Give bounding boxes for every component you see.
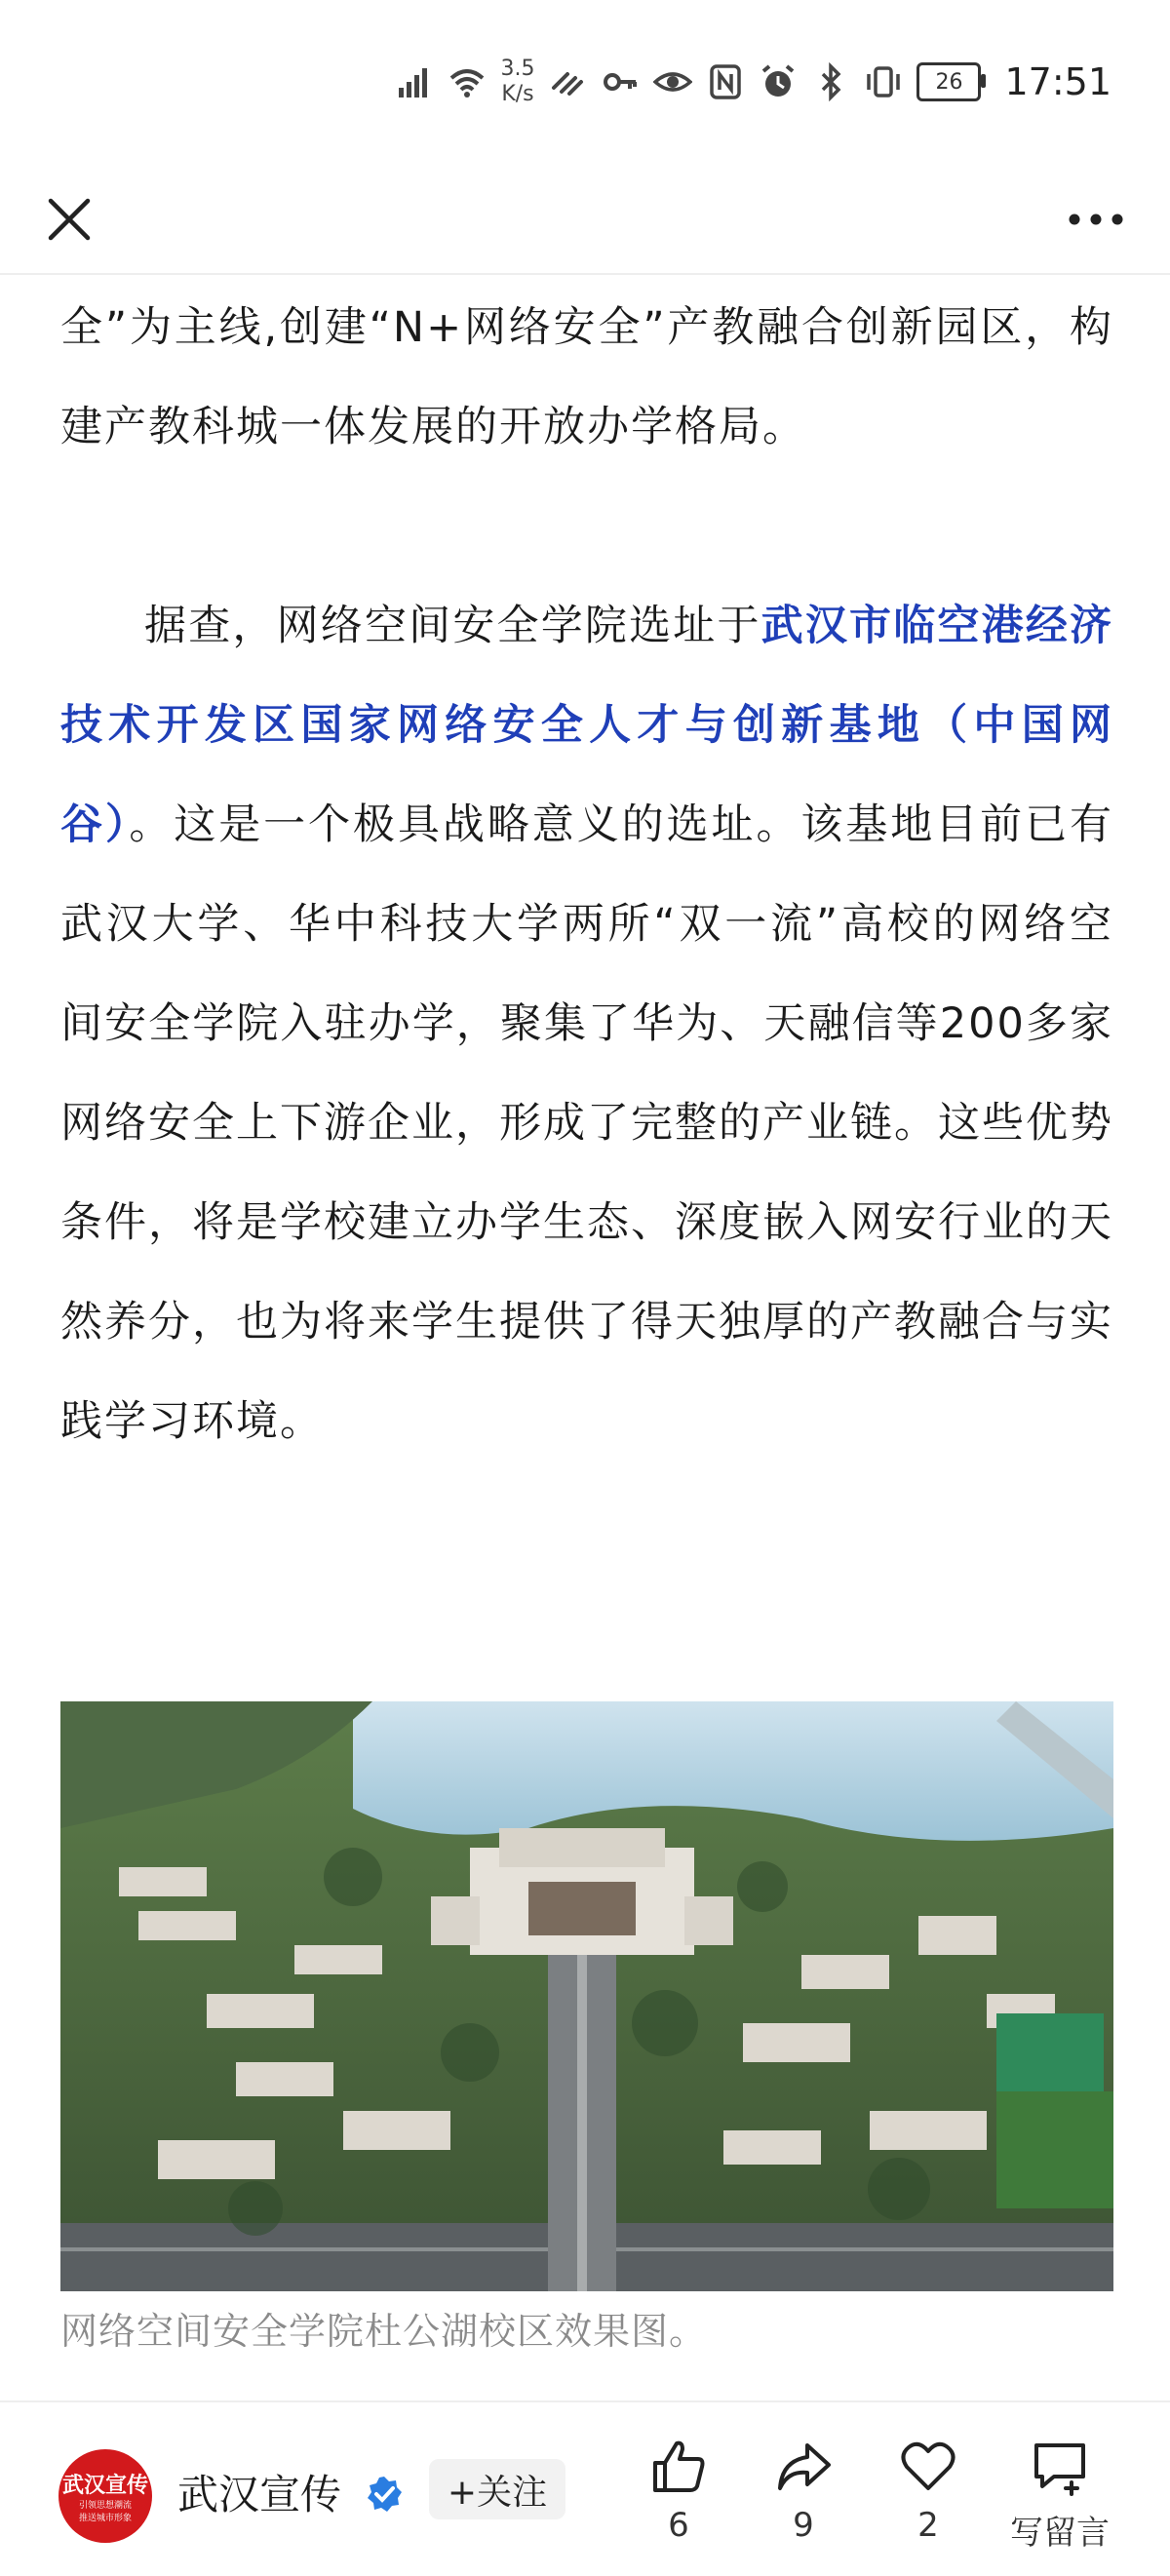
paragraph-rest: 。这是一个极具战略意义的选址。该基地目前已有武汉大学、华中科技大学两所“双一流”高校的网络空间安全学院入驻办学，聚集了华为、天融信等200多家网络安全上下游企业，形成了完整的产业链。这些优势条件，将是学校建立办学生态、深度嵌入网安行业的天然养分，也为将来学生提供了得天独厚的产教融合与实践学习环境。 (60, 800, 1114, 1446)
write-comment-label: 写留言 (1010, 2514, 1110, 2553)
clock: 17:51 (1004, 60, 1112, 103)
nfc-icon (706, 62, 745, 101)
status-bar (0, 0, 1170, 166)
article-body (60, 278, 1113, 1471)
nfc-link-icon (548, 62, 587, 101)
paragraph-lead: 据查，网络空间安全学院选址于 (144, 602, 761, 650)
avatar-subtitle-2: 推送城市形象 (78, 2513, 132, 2523)
bottom-bar (0, 2400, 1170, 2576)
net-speed-unit: K/s (501, 82, 534, 106)
close-icon (47, 197, 92, 242)
more-icon (1067, 213, 1125, 226)
signal-icon (395, 62, 434, 101)
favorite-button[interactable] (879, 2438, 977, 2545)
avatar-subtitle-1: 引领思想潮流 (78, 2500, 132, 2511)
write-comment-button[interactable] (996, 2438, 1123, 2554)
image-caption: 网络空间安全学院杜公湖校区效果图。 (60, 2310, 708, 2353)
follow-button[interactable]: +关注 (429, 2459, 566, 2519)
like-button[interactable] (630, 2438, 727, 2545)
share-count: 9 (793, 2506, 814, 2545)
net-speed-value: 3.5 (500, 57, 535, 81)
verified-badge-icon (365, 2475, 404, 2514)
alarm-icon (759, 62, 798, 101)
campus-illustration (60, 1701, 1113, 2291)
status-icons (395, 57, 1112, 107)
battery-level: 26 (935, 69, 963, 95)
account-name[interactable]: 武汉宣传 (177, 2471, 342, 2518)
favorite-count: 2 (917, 2506, 939, 2545)
thumbs-up-icon (649, 2438, 708, 2496)
wifi-icon (448, 62, 487, 101)
bluetooth-icon (811, 62, 850, 101)
like-count: 6 (668, 2506, 689, 2545)
top-bar (0, 166, 1170, 275)
heart-icon (899, 2438, 957, 2496)
key-icon (601, 62, 640, 101)
avatar-title: 武汉宣传 (61, 2472, 148, 2498)
share-button[interactable] (755, 2438, 852, 2545)
close-button[interactable] (35, 185, 103, 254)
location-highlight: 武汉市临空港经济技术开发区国家网络安全人才与创新基地（中国网谷） (60, 602, 1114, 849)
net-speed (500, 57, 534, 107)
vibrate-icon (864, 62, 903, 101)
battery-icon (916, 62, 981, 101)
share-icon (774, 2438, 833, 2496)
more-button[interactable] (1057, 185, 1135, 254)
eye-icon (653, 62, 692, 101)
comment-add-icon (1029, 2438, 1091, 2496)
article-paragraph-1: 全”为主线,创建“N+网络安全”产教融合创新园区，构建产教科城一体发展的开放办学格局。 (60, 303, 1113, 451)
article-paragraph-2 (60, 576, 1113, 1471)
campus-rendering-image[interactable] (60, 1701, 1113, 2291)
avatar[interactable] (58, 2449, 152, 2543)
